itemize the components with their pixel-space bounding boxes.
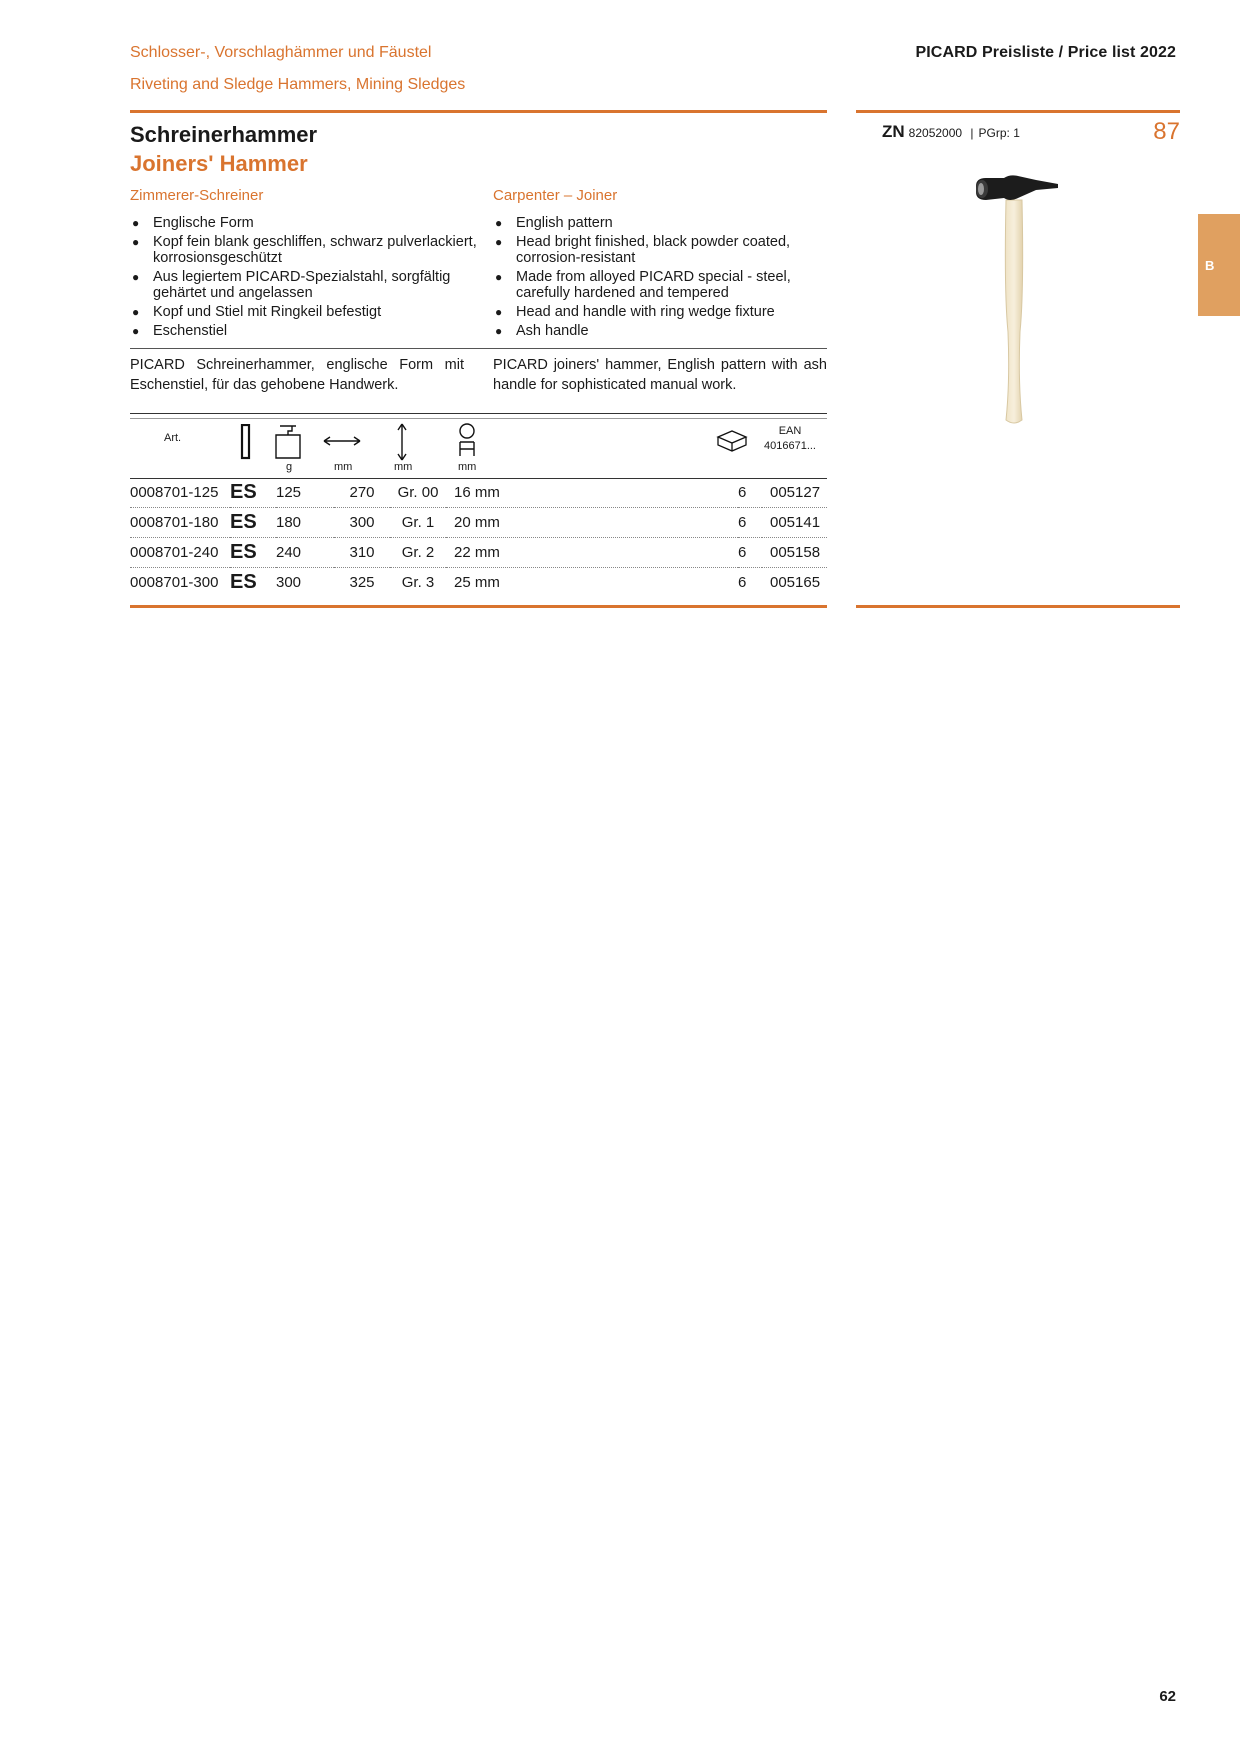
- feature-item: ● Head and handle with ring wedge fixture: [495, 304, 775, 320]
- table-top-rule-2: [130, 418, 827, 419]
- table-top-rule: [130, 413, 827, 414]
- product-title-en: Joiners' Hammer: [130, 151, 308, 176]
- table-row: [130, 478, 827, 508]
- cell-material: ES: [230, 478, 276, 508]
- target-group-en: Carpenter – Joiner: [493, 187, 618, 204]
- pricelist-title: PICARD Preisliste / Price list 2022: [915, 44, 1176, 61]
- page-number: 62: [1159, 1688, 1176, 1705]
- unit-face: mm: [458, 461, 477, 473]
- cell-ean: 005158: [762, 538, 827, 568]
- cell-size: Gr. 00: [390, 478, 446, 508]
- features-de: [130, 215, 480, 342]
- cell-length: 325: [349, 574, 375, 591]
- unit-length: mm: [334, 461, 353, 473]
- left-bottom-rule: [130, 605, 827, 608]
- category-en: Riveting and Sledge Hammers, Mining Sledges: [130, 76, 466, 93]
- cell-pack: 6: [738, 478, 762, 508]
- cell-pack: 6: [738, 538, 762, 568]
- cell-ean: 005141: [762, 508, 827, 538]
- cell-ean: 005127: [762, 478, 827, 508]
- handle-icon: [240, 424, 252, 460]
- feature-item: ● Eschenstiel: [132, 323, 228, 339]
- package-icon: [716, 428, 748, 454]
- right-top-rule: [856, 110, 1180, 113]
- cell-material: ES: [230, 508, 276, 538]
- cell-pack: 6: [738, 574, 747, 591]
- cell-ean: 005165: [770, 574, 821, 591]
- cell-art: 0008701-300: [130, 574, 219, 591]
- section-tab-letter: B: [1205, 258, 1215, 273]
- cell-length: 270: [334, 478, 390, 508]
- width-arrow-icon: [322, 432, 362, 450]
- ean-header: [764, 424, 816, 454]
- cell-weight: 240: [276, 538, 334, 568]
- category-de: Schlosser-, Vorschlaghämmer und Fäustel: [130, 44, 432, 61]
- cell-size: Gr. 2: [390, 538, 446, 568]
- cell-weight: 300: [276, 574, 302, 591]
- feature-item: ● Englische Form: [132, 215, 254, 231]
- cell-material: ES: [230, 571, 257, 593]
- cell-material: ES: [230, 538, 276, 568]
- zn-code: 82052000: [908, 126, 963, 140]
- face-diameter-icon: [456, 422, 478, 460]
- feature-item: ● English pattern: [495, 215, 613, 231]
- cell-face: 16 mm: [446, 478, 738, 508]
- cell-pack: 6: [738, 508, 762, 538]
- section-tab[interactable]: [1198, 214, 1240, 316]
- cell-weight: 180: [276, 508, 334, 538]
- cell-face: 25 mm: [454, 574, 500, 591]
- feature-item: ● Head bright finished, black powder coated, corrosion-resistant: [495, 234, 791, 266]
- page-reference: 87: [1153, 118, 1180, 145]
- features-en: [493, 215, 827, 342]
- cell-weight: 125: [276, 478, 334, 508]
- feature-item: ● Made from alloyed PICARD special - steel, carefully hardened and tempered: [495, 269, 791, 301]
- feature-item: ● Kopf und Stiel mit Ringkeil befestigt: [132, 304, 382, 320]
- target-group-de: Zimmerer-Schreiner: [130, 187, 264, 204]
- pgrp: PGrp: 1: [978, 126, 1020, 140]
- ean-label: EAN: [778, 425, 802, 437]
- feature-item: ● Kopf fein blank geschliffen, schwarz pulverlackiert, korrosionsgeschützt: [132, 234, 477, 266]
- weight-icon: [274, 424, 302, 460]
- height-arrow-icon: [393, 422, 411, 462]
- cell-length: 300: [334, 508, 390, 538]
- ean-prefix: 4016671...: [764, 440, 816, 452]
- cell-size: Gr. 1: [390, 508, 446, 538]
- cell-art: 0008701-125: [130, 478, 230, 508]
- description-en: PICARD joiners' hammer, English pattern with ash handle for sophisticated manual work.: [493, 357, 827, 393]
- cell-art: 0008701-180: [130, 508, 230, 538]
- zn-label: ZN: [882, 122, 905, 141]
- table-row: [130, 538, 827, 568]
- cell-size: Gr. 3: [401, 574, 435, 591]
- zn-separator: |: [970, 126, 974, 140]
- col-art-label: Art.: [164, 432, 182, 444]
- feature-item: ● Ash handle: [495, 323, 589, 339]
- description-de: PICARD Schreinerhammer, englische Form mit Eschenstiel, für das gehobene Handwerk.: [130, 357, 464, 393]
- zn-info: [882, 122, 1020, 142]
- cell-face: 22 mm: [446, 538, 738, 568]
- cell-face: 20 mm: [446, 508, 738, 538]
- product-title-de: Schreinerhammer: [130, 122, 318, 147]
- hammer-product-image: [970, 172, 1066, 428]
- right-bottom-rule: [856, 605, 1180, 608]
- unit-size: mm: [394, 461, 413, 473]
- unit-weight: g: [286, 461, 293, 473]
- cell-art: 0008701-240: [130, 538, 230, 568]
- table-row: [130, 568, 827, 598]
- left-top-rule: [130, 110, 827, 113]
- table-row: [130, 508, 827, 538]
- cell-length: 310: [334, 538, 390, 568]
- product-table: [130, 478, 827, 597]
- feature-item: ● Aus legiertem PICARD-Spezialstahl, sorgfältig gehärtet und angelassen: [132, 269, 451, 301]
- desc-rule: [130, 348, 827, 349]
